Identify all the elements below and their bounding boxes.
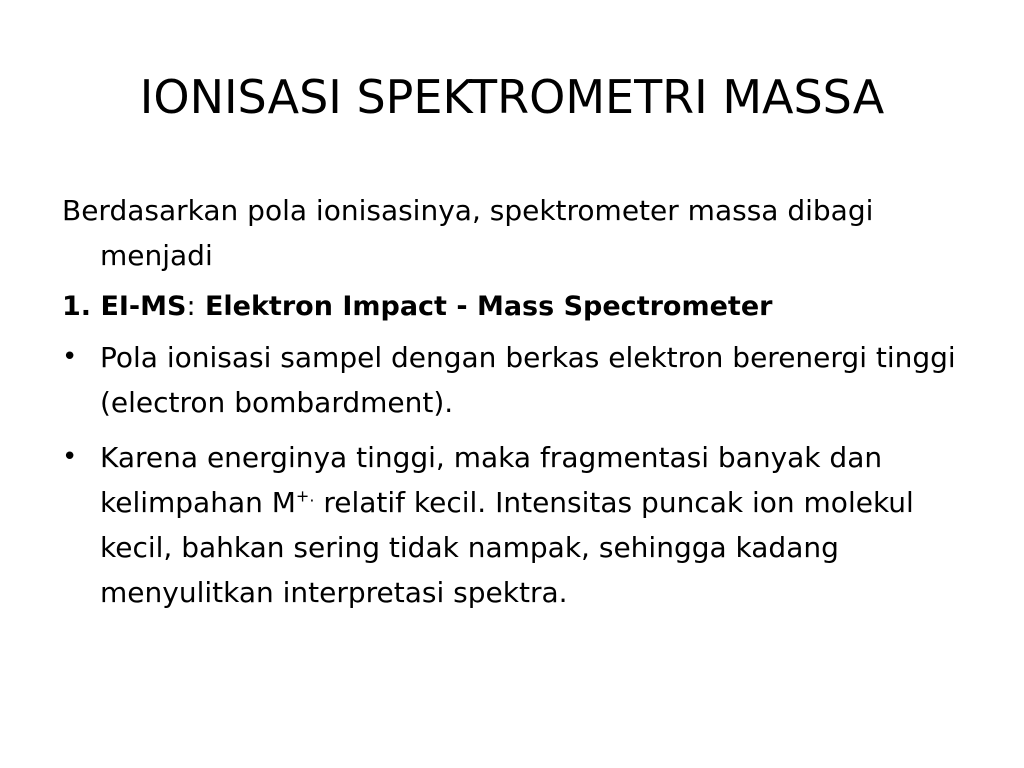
heading-full-name: Elektron Impact - Mass Spectrometer xyxy=(204,291,773,322)
bullet-text-start: Karena energinya tinggi, maka fragmentasi banyak dan kelimpahan M xyxy=(100,441,883,519)
intro-paragraph: Berdasarkan pola ionisasinya, spektrometer massa dibagi menjadi xyxy=(62,194,874,272)
section-heading xyxy=(62,284,962,329)
slide-title: IONISASI SPEKTROMETRI MASSA xyxy=(139,70,885,124)
bullet-icon: • xyxy=(62,342,78,372)
bullet-icon: • xyxy=(62,442,78,472)
bullet-text: Pola ionisasi sampel dengan berkas elektron berenergi tinggi (electron bombardment). xyxy=(100,341,956,419)
ion-superscript: +. xyxy=(295,486,315,506)
bullet-item xyxy=(62,435,962,615)
bullet-item xyxy=(62,335,962,425)
heading-separator: : xyxy=(186,291,196,322)
heading-abbreviation: 1. EI-MS xyxy=(62,291,187,322)
bullet-text-end: relatif kecil. Intensitas puncak ion molekul kecil, bahkan sering tidak nampak, sehingga kadang menyulitkan interpretasi spektra. xyxy=(100,486,914,609)
slide-body xyxy=(62,188,962,625)
